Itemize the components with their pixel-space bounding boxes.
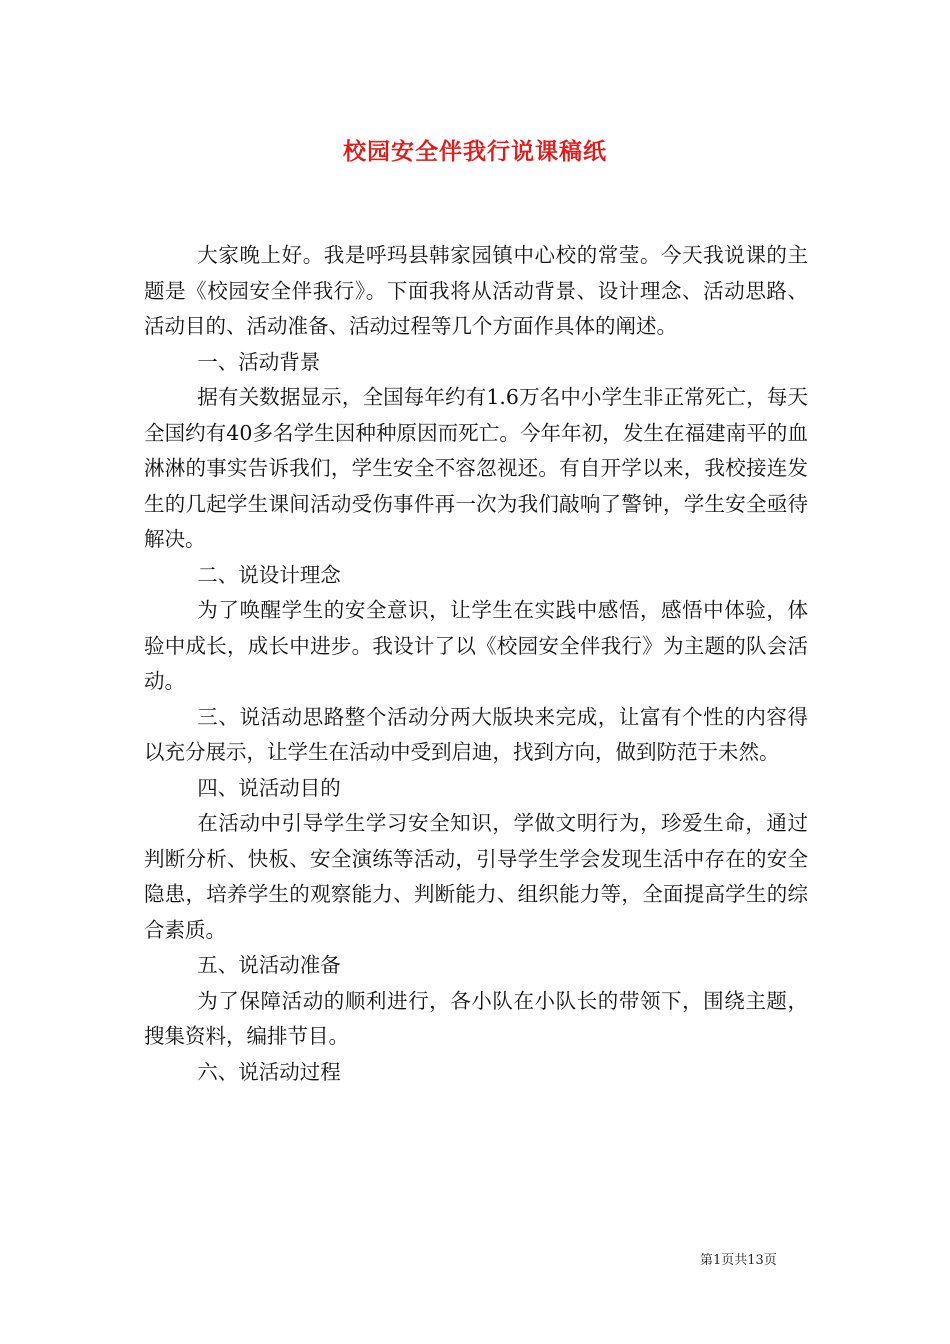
paragraph-activity-preparation: 为了保障活动的顺利进行，各小队在小队长的带领下，围绕主题，搜集资料，编排节目。 [144, 988, 808, 1048]
paragraph-activity-approach: 三、说活动思路整个活动分两大版块来完成，让富有个性的内容得以充分展示，让学生在活动中受到启迪，找到方向，做到防范于未然。 [144, 704, 808, 764]
heading-activity-purpose: 四、说活动目的 [197, 775, 341, 800]
paragraph-background: 据有关数据显示，全国每年约有1.6万名中小学生非正常死亡，每天全国约有40多名学生因种种原因而死亡。今年年初，发生在福建南平的血淋淋的事实告诉我们，学生安全不容忽视还。有自开学以来，我校接连发生的几起学生课间活动受伤事件再一次为我们敲响了警钟，学生安全亟待解决。 [144, 385, 808, 551]
page-number-footer: 第1页共13页 [700, 1253, 777, 1268]
heading-design-concept: 二、说设计理念 [197, 562, 341, 587]
paragraph-intro: 大家晚上好。我是呼玛县韩家园镇中心校的常莹。今天我说课的主题是《校园安全伴我行》。下面我将从活动背景、设计理念、活动思路、活动目的、活动准备、活动过程等几个方面作具体的阐述。 [144, 243, 808, 338]
document-title: 校园安全伴我行说课稿纸 [343, 138, 607, 165]
heading-activity-preparation: 五、说活动准备 [197, 953, 341, 977]
paragraph-activity-purpose: 在活动中引导学生学习安全知识，学做文明行为，珍爱生命，通过判断分析、快板、安全演练等活动，引导学生学会发现生活中存在的安全隐患，培养学生的观察能力、判断能力、组织能力等，全面提高学生的综合素质。 [144, 811, 808, 942]
paragraph-design-concept: 为了唤醒学生的安全意识，让学生在实践中感悟，感悟中体验，体验中成长，成长中进步。我设计了以《校园安全伴我行》为主题的队会活动。 [144, 598, 808, 693]
document-body [144, 238, 808, 1090]
heading-activity-process: 六、说活动过程 [197, 1059, 341, 1084]
heading-background: 一、活动背景 [197, 349, 321, 374]
